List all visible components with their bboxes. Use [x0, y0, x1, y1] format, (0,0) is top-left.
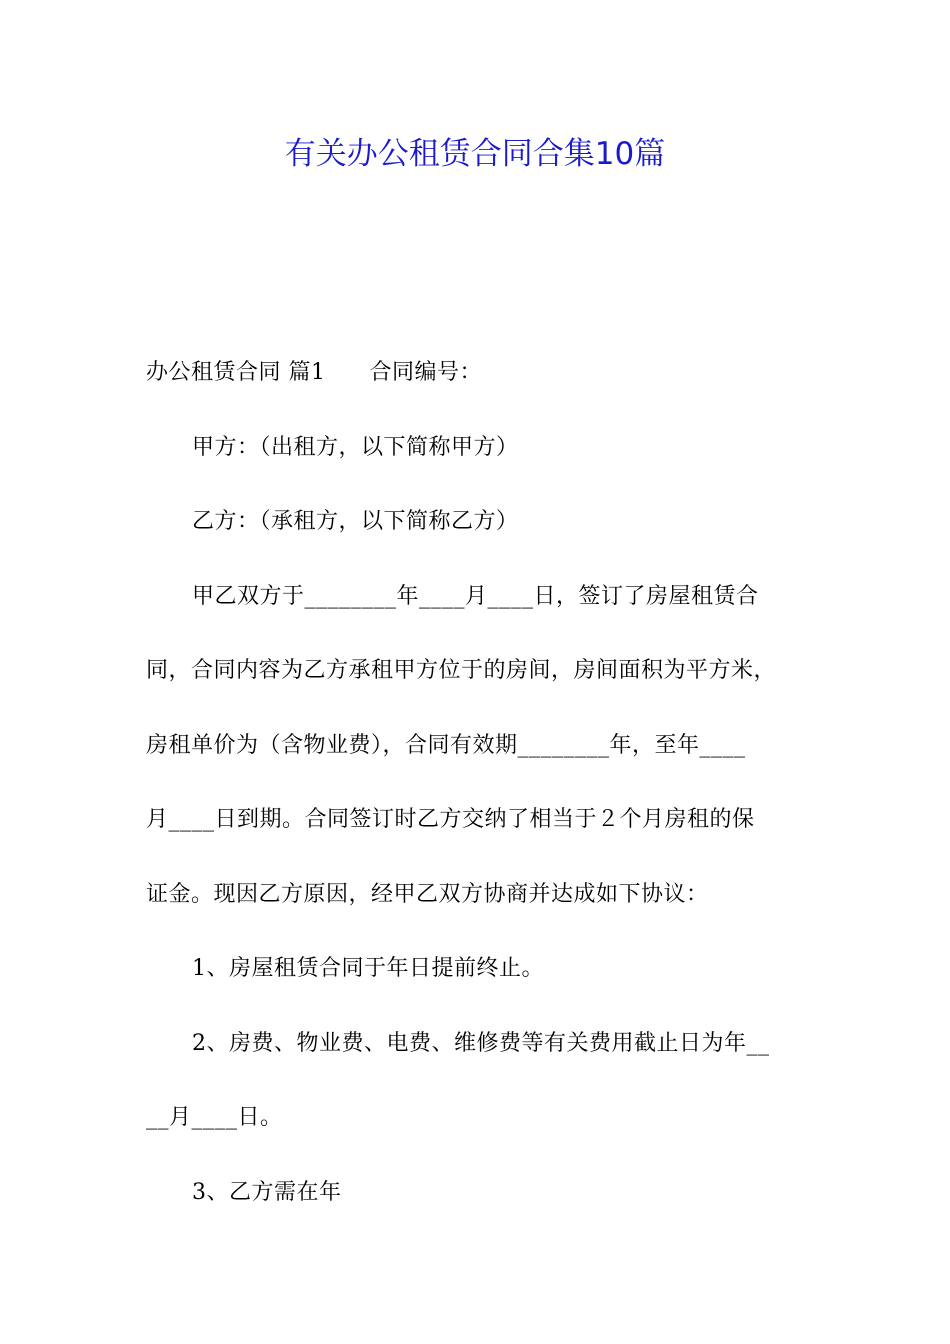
paragraph-line: 甲乙双方于________年____月____日，签订了房屋租赁合: [192, 583, 759, 609]
clause-item-1: 1、房屋租赁合同于年日提前终止。: [192, 956, 544, 981]
document-title: 有关办公租赁合同合集10篇: [284, 136, 666, 172]
contract-number-label: 合同编号：: [369, 360, 483, 385]
document-body: [146, 336, 826, 1230]
paragraph-line: 月____日到期。合同签订时乙方交纳了相当于２个月房租的保: [146, 807, 755, 832]
clause-item-3: 3、乙方需在年: [192, 1179, 342, 1205]
paragraph-line: 证金。现因乙方原因，经甲乙双方协商并达成如下协议：: [146, 881, 709, 907]
paragraph-line: 房租单价为（含物业费），合同有效期________年，至年____: [146, 732, 746, 758]
clause-item-2-continued: __月____日。: [146, 1105, 283, 1130]
contract-header-line: [146, 336, 826, 411]
contract-section-label: 办公租赁合同 篇1: [146, 360, 326, 385]
party-a-line: 甲方：（出租方，以下简称甲方）: [192, 434, 519, 460]
party-b-line: 乙方：（承租方，以下简称乙方）: [192, 509, 519, 534]
paragraph-line: 同，合同内容为乙方承租甲方位于的房间，房间面积为平方米，: [146, 658, 777, 683]
clause-item-2: 2、房费、物业费、电费、维修费等有关费用截止日为年__: [192, 1030, 770, 1056]
